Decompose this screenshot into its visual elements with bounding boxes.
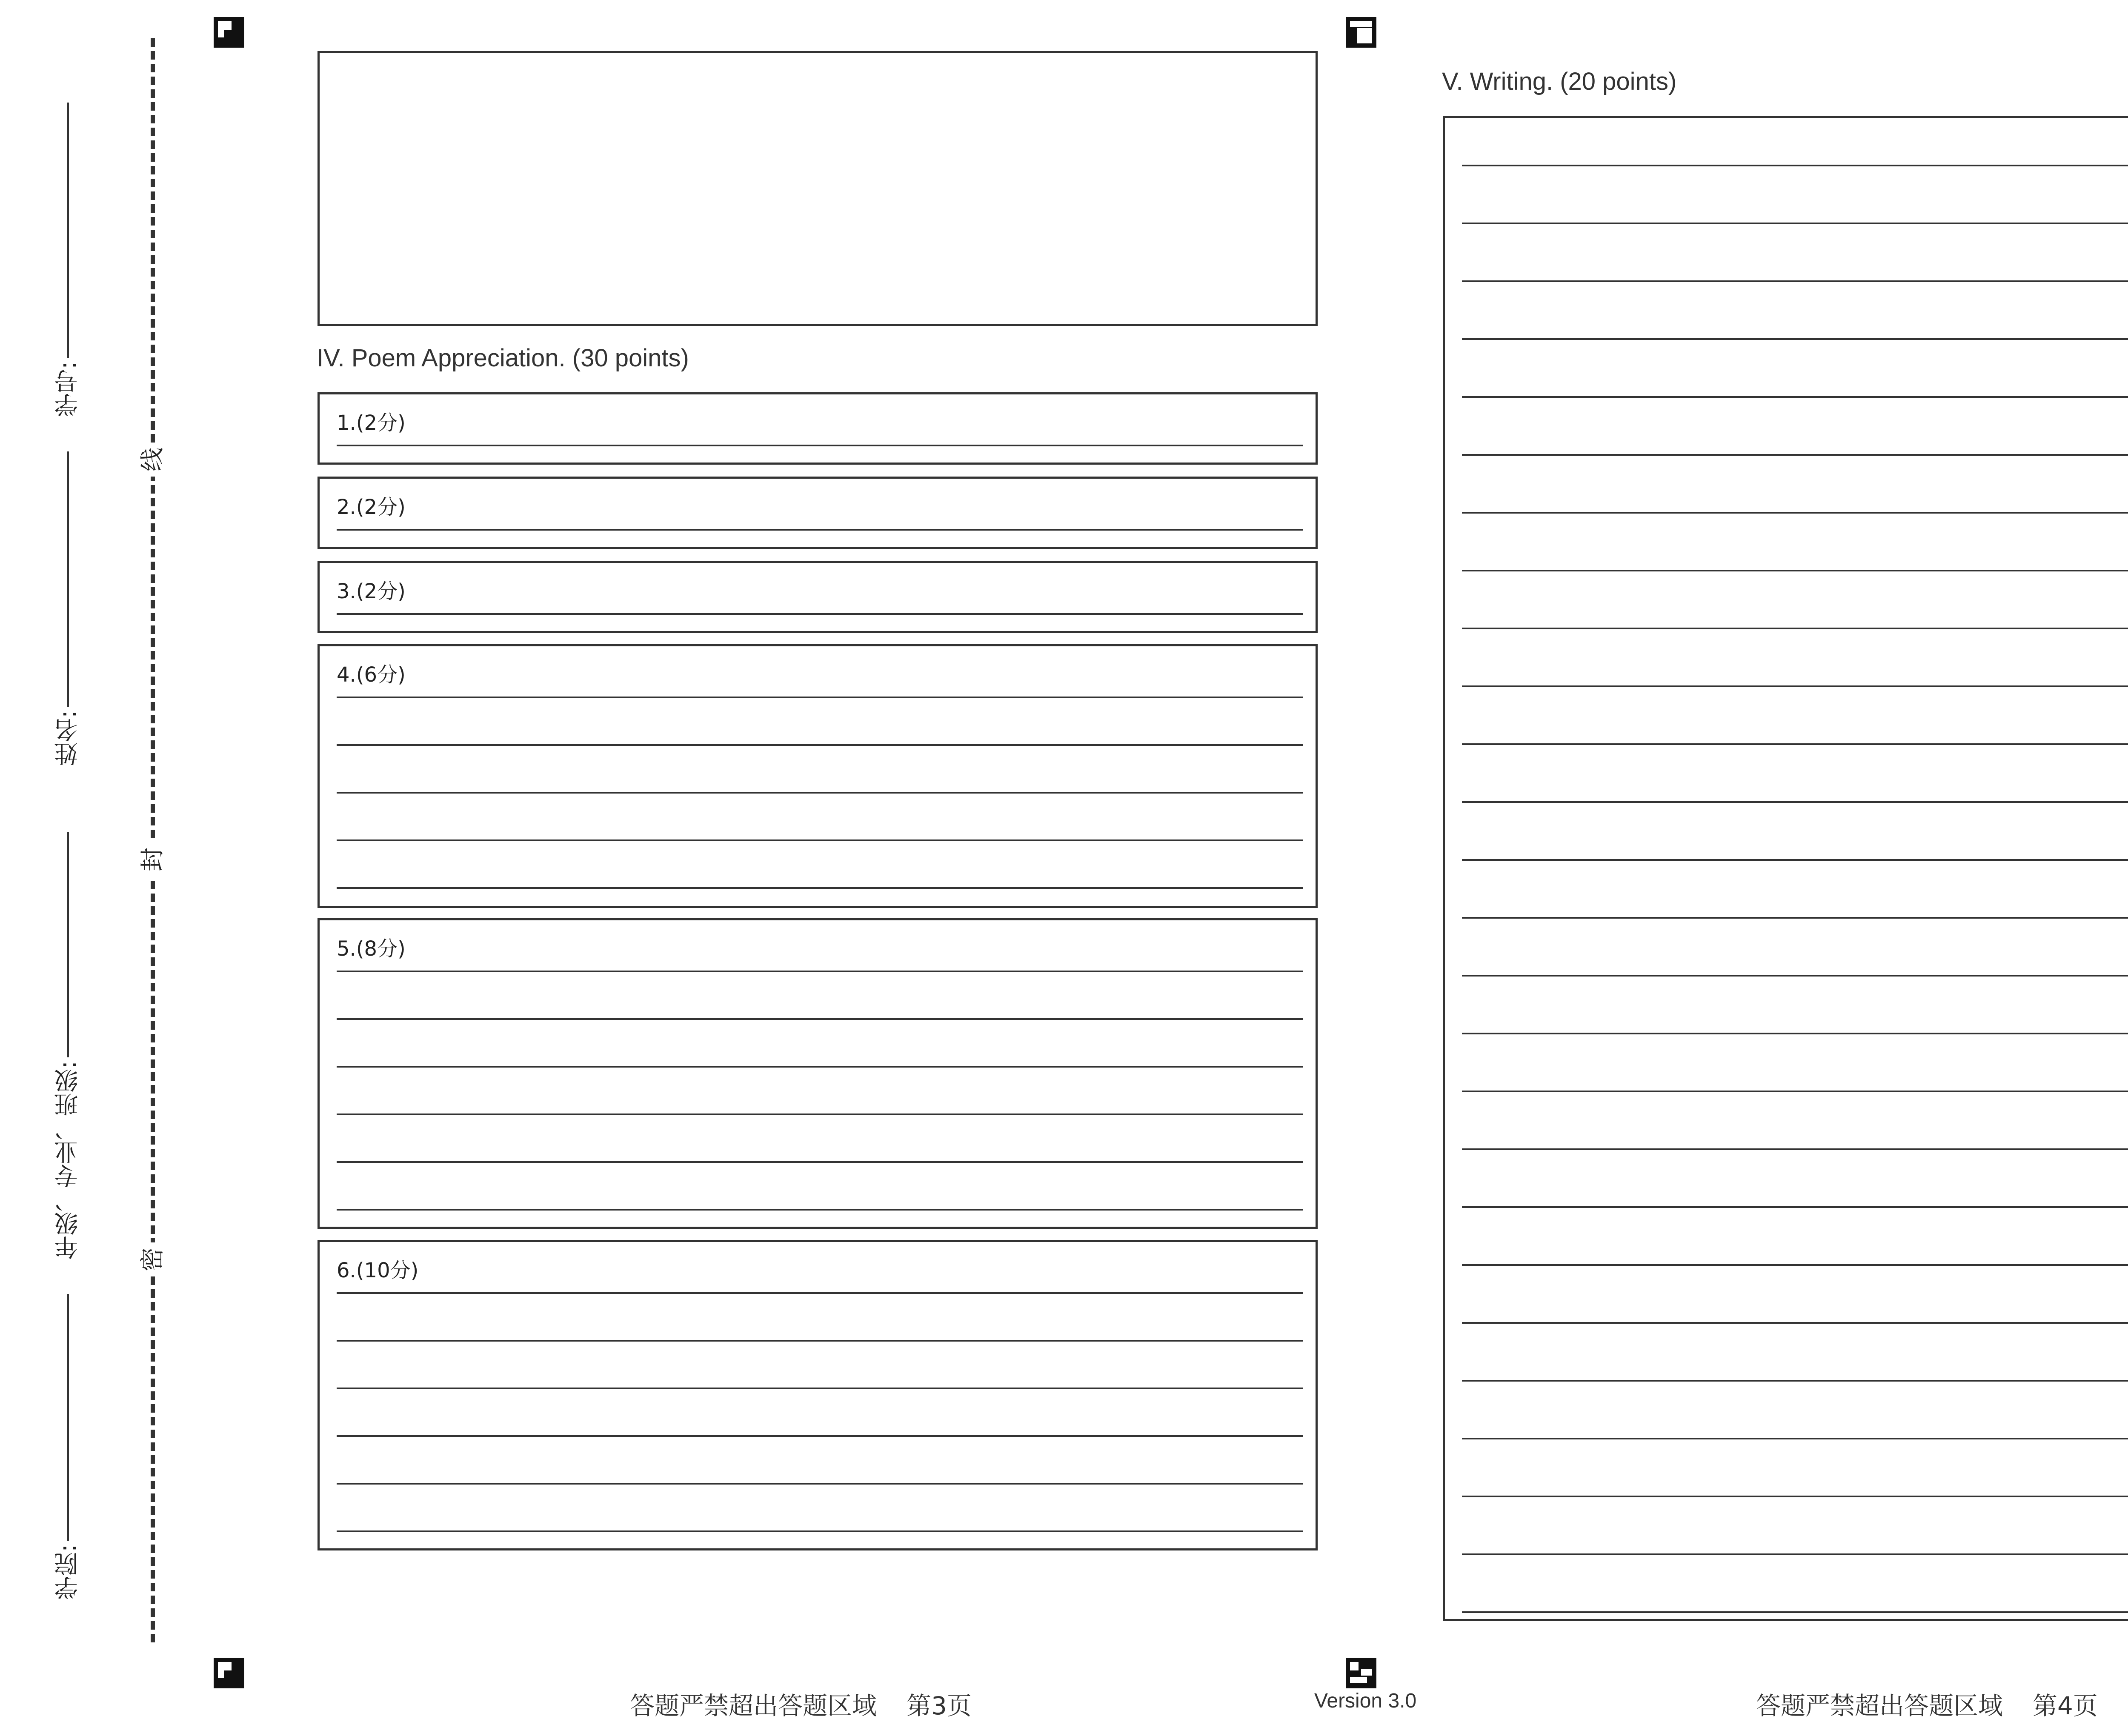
question-label-q1: 1.(2分) [337, 411, 406, 435]
answer-box-q1[interactable] [317, 392, 1318, 465]
scan-marker-top-left [214, 17, 244, 48]
answer-line [337, 1066, 1303, 1068]
grade-major-class-label: 年级、专业、班级: [54, 1061, 82, 1259]
answer-box-q3[interactable] [317, 561, 1318, 633]
answer-line [337, 887, 1303, 889]
writing-line [1462, 1264, 2128, 1266]
writing-line [1462, 1611, 2128, 1613]
answer-line [337, 792, 1303, 794]
college-field [34, 1276, 102, 1600]
writing-line [1462, 396, 2128, 398]
footer-page-number: 第3页 [907, 1691, 972, 1720]
student-id-label: 学号: [54, 361, 82, 417]
writing-line [1462, 1091, 2128, 1092]
writing-line [1462, 570, 2128, 571]
student-id-line[interactable] [67, 103, 69, 358]
writing-line [1462, 1148, 2128, 1150]
writing-line [1462, 1206, 2128, 1208]
footer-notice: 答题严禁超出答题区域 [630, 1691, 877, 1720]
answer-line [337, 839, 1303, 841]
writing-line [1462, 1322, 2128, 1324]
footer-notice: 答题严禁超出答题区域 [1756, 1691, 2003, 1720]
answer-line [337, 1483, 1303, 1485]
answer-line [337, 529, 1303, 531]
college-label: 学院: [54, 1544, 82, 1600]
seal-char-line: 线 [136, 443, 170, 477]
writing-line [1462, 917, 2128, 919]
scan-marker-top-center [1346, 17, 1376, 48]
writing-line [1462, 801, 2128, 803]
grade-major-class-line[interactable] [67, 832, 69, 1057]
answer-line [337, 1388, 1303, 1389]
writing-line [1462, 743, 2128, 745]
question-label-q3: 3.(2分) [337, 580, 406, 603]
answer-line [337, 1292, 1303, 1294]
answer-line [337, 744, 1303, 746]
answer-line [337, 445, 1303, 446]
footer-page-4 [1756, 1686, 2098, 1722]
answer-line [337, 1209, 1303, 1211]
footer-page-3 [630, 1686, 972, 1722]
writing-line [1462, 859, 2128, 861]
writing-line [1462, 1496, 2128, 1497]
answer-line [337, 1435, 1303, 1437]
writing-line [1462, 1380, 2128, 1382]
answer-line [337, 613, 1303, 615]
seal-char-secret: 密 [136, 1242, 170, 1276]
section-title-poem: IV. Poem Appreciation. (30 points) [317, 344, 689, 372]
footer-page-number: 第4页 [2033, 1691, 2098, 1720]
seal-char-seal: 封 [136, 842, 170, 877]
writing-line [1462, 280, 2128, 282]
student-name-label: 姓名: [54, 710, 82, 766]
question-label-q6: 6.(10分) [337, 1259, 419, 1282]
answer-line [337, 1530, 1303, 1532]
answer-box-q5[interactable] [317, 918, 1318, 1229]
previous-answer-box[interactable] [317, 51, 1318, 326]
student-name-field [34, 425, 102, 766]
grade-major-class-field [34, 808, 102, 1259]
answer-line [337, 697, 1303, 698]
writing-line [1462, 223, 2128, 224]
writing-line [1462, 512, 2128, 514]
answer-line [337, 1340, 1303, 1342]
scan-marker-bottom-center [1346, 1658, 1376, 1688]
writing-line [1462, 685, 2128, 687]
writing-line [1462, 1553, 2128, 1555]
answer-box-q2[interactable] [317, 477, 1318, 549]
college-line[interactable] [67, 1294, 69, 1541]
student-id-field [34, 77, 102, 417]
writing-line [1462, 338, 2128, 340]
answer-box-q6[interactable] [317, 1240, 1318, 1550]
answer-line [337, 971, 1303, 972]
writing-answer-box[interactable] [1443, 116, 2128, 1621]
question-label-q4: 4.(6分) [337, 663, 406, 687]
writing-line [1462, 628, 2128, 629]
answer-line [337, 1114, 1303, 1115]
question-label-q2: 2.(2分) [337, 495, 406, 519]
writing-line [1462, 454, 2128, 456]
scan-marker-bottom-left [214, 1658, 244, 1688]
answer-line [337, 1018, 1303, 1020]
writing-line [1462, 975, 2128, 976]
version-label: Version 3.0 [1314, 1690, 1417, 1712]
writing-line [1462, 1033, 2128, 1034]
seal-dashed-line [151, 38, 155, 1642]
section-title-writing: V. Writing. (20 points) [1442, 68, 1677, 95]
question-label-q5: 5.(8分) [337, 937, 406, 961]
answer-line [337, 1161, 1303, 1163]
student-name-line[interactable] [67, 451, 69, 707]
writing-line [1462, 1438, 2128, 1439]
writing-line [1462, 165, 2128, 166]
answer-box-q4[interactable] [317, 644, 1318, 908]
